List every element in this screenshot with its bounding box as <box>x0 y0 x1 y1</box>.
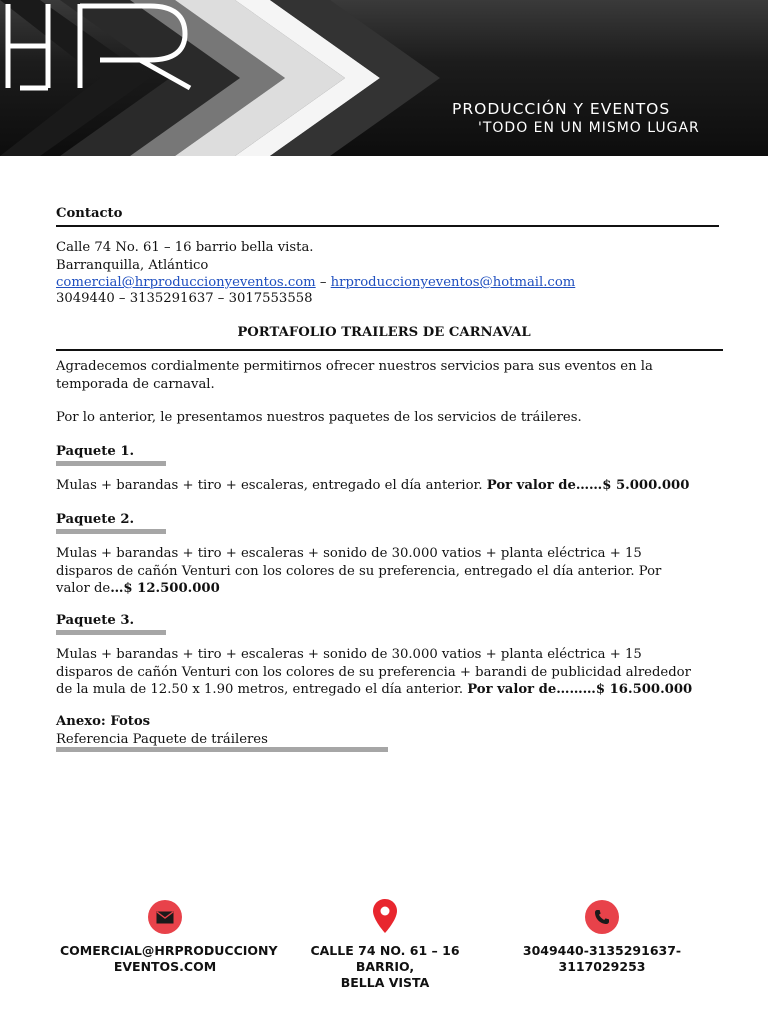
portfolio-rule <box>56 349 723 351</box>
package-3-underline <box>56 630 166 635</box>
contact-rule <box>56 225 719 227</box>
footer-address-line-1: CALLE 74 NO. 61 – 16 BARRIO, <box>310 943 460 974</box>
portfolio-title: PORTAFOLIO TRAILERS DE CARNAVAL <box>237 325 531 340</box>
package-2-underline <box>56 529 166 534</box>
contact-address-1: Calle 74 No. 61 – 16 barrio bella vista. <box>56 240 314 255</box>
annex-underline <box>56 747 388 752</box>
intro-offer: Por lo anterior, le presentamos nuestros paquetes de los servicios de tráileres. <box>56 410 582 425</box>
envelope-icon <box>148 900 182 934</box>
contact-emails <box>56 274 575 292</box>
footer-email-line-2: EVENTOS.COM <box>113 959 217 974</box>
footer-phone-line-2: 3117029253 <box>558 959 646 974</box>
annex-reference: Referencia Paquete de tráileres <box>56 732 268 747</box>
header-banner <box>0 0 768 156</box>
intro-paragraph: Agradecemos cordialmente permitirnos ofrecer nuestros servicios para sus eventos en la temporada de carnaval. <box>56 359 653 392</box>
phone-icon <box>585 900 619 934</box>
annex-title: Anexo: Fotos <box>56 714 151 729</box>
package-2-desc <box>56 545 696 598</box>
logo-tagline <box>452 100 762 137</box>
footer-phone-line-1: 3049440-3135291637- <box>522 943 682 958</box>
email-separator: – <box>315 275 331 290</box>
tagline-line-2: 'TODO EN UN MISMO LUGAR <box>478 120 700 136</box>
package-1-desc <box>56 477 726 495</box>
package-3-price: Por valor de………$ 16.500.000 <box>467 682 693 697</box>
hr-logo <box>0 0 200 92</box>
footer-email <box>60 900 278 975</box>
contact-address-2: Barranquilla, Atlántico <box>56 258 209 273</box>
package-2-price: …$ 12.500.000 <box>110 581 220 596</box>
footer-phone <box>497 900 707 975</box>
package-3-text: Mulas + barandas + tiro + escaleras + sonido de 30.000 vatios + planta eléctrica + 15 disparos de cañón Venturi con los colores de su preferencia + barandi de publicidad alrededor de la mula de 12.50 x 1.90 metros, entregado el día anterior. <box>56 647 691 697</box>
package-1-text: Mulas + barandas + tiro + escaleras, entregado el día anterior. <box>56 478 487 493</box>
package-2-text: Mulas + barandas + tiro + escaleras + sonido de 30.000 vatios + planta eléctrica + 15 disparos de cañón Venturi con los colores de su preferencia, entregado el día anterior. Por valor de <box>56 546 662 596</box>
footer-email-line-1: COMERCIAL@HRPRODUCCIONY <box>60 943 278 958</box>
package-1-price: Por valor de……$ 5.000.000 <box>486 478 690 493</box>
map-pin-icon <box>280 898 490 934</box>
footer-address-line-2: BELLA VISTA <box>340 975 430 990</box>
tagline-line-1: PRODUCCIÓN Y EVENTOS <box>452 100 671 118</box>
package-3-desc <box>56 646 701 699</box>
contact-phones: 3049440 – 3135291637 – 3017553558 <box>56 291 313 306</box>
footer <box>0 895 768 1005</box>
contact-heading: Contacto <box>56 206 123 221</box>
package-1-title: Paquete 1. <box>56 444 135 459</box>
package-3-title: Paquete 3. <box>56 613 135 628</box>
footer-address <box>280 898 490 991</box>
email-link-commercial[interactable]: comercial@hrproduccionyeventos.com <box>56 275 316 290</box>
package-2-title: Paquete 2. <box>56 512 135 527</box>
email-link-hotmail[interactable]: hrproduccionyeventos@hotmail.com <box>330 275 576 290</box>
package-1-underline <box>56 461 166 466</box>
